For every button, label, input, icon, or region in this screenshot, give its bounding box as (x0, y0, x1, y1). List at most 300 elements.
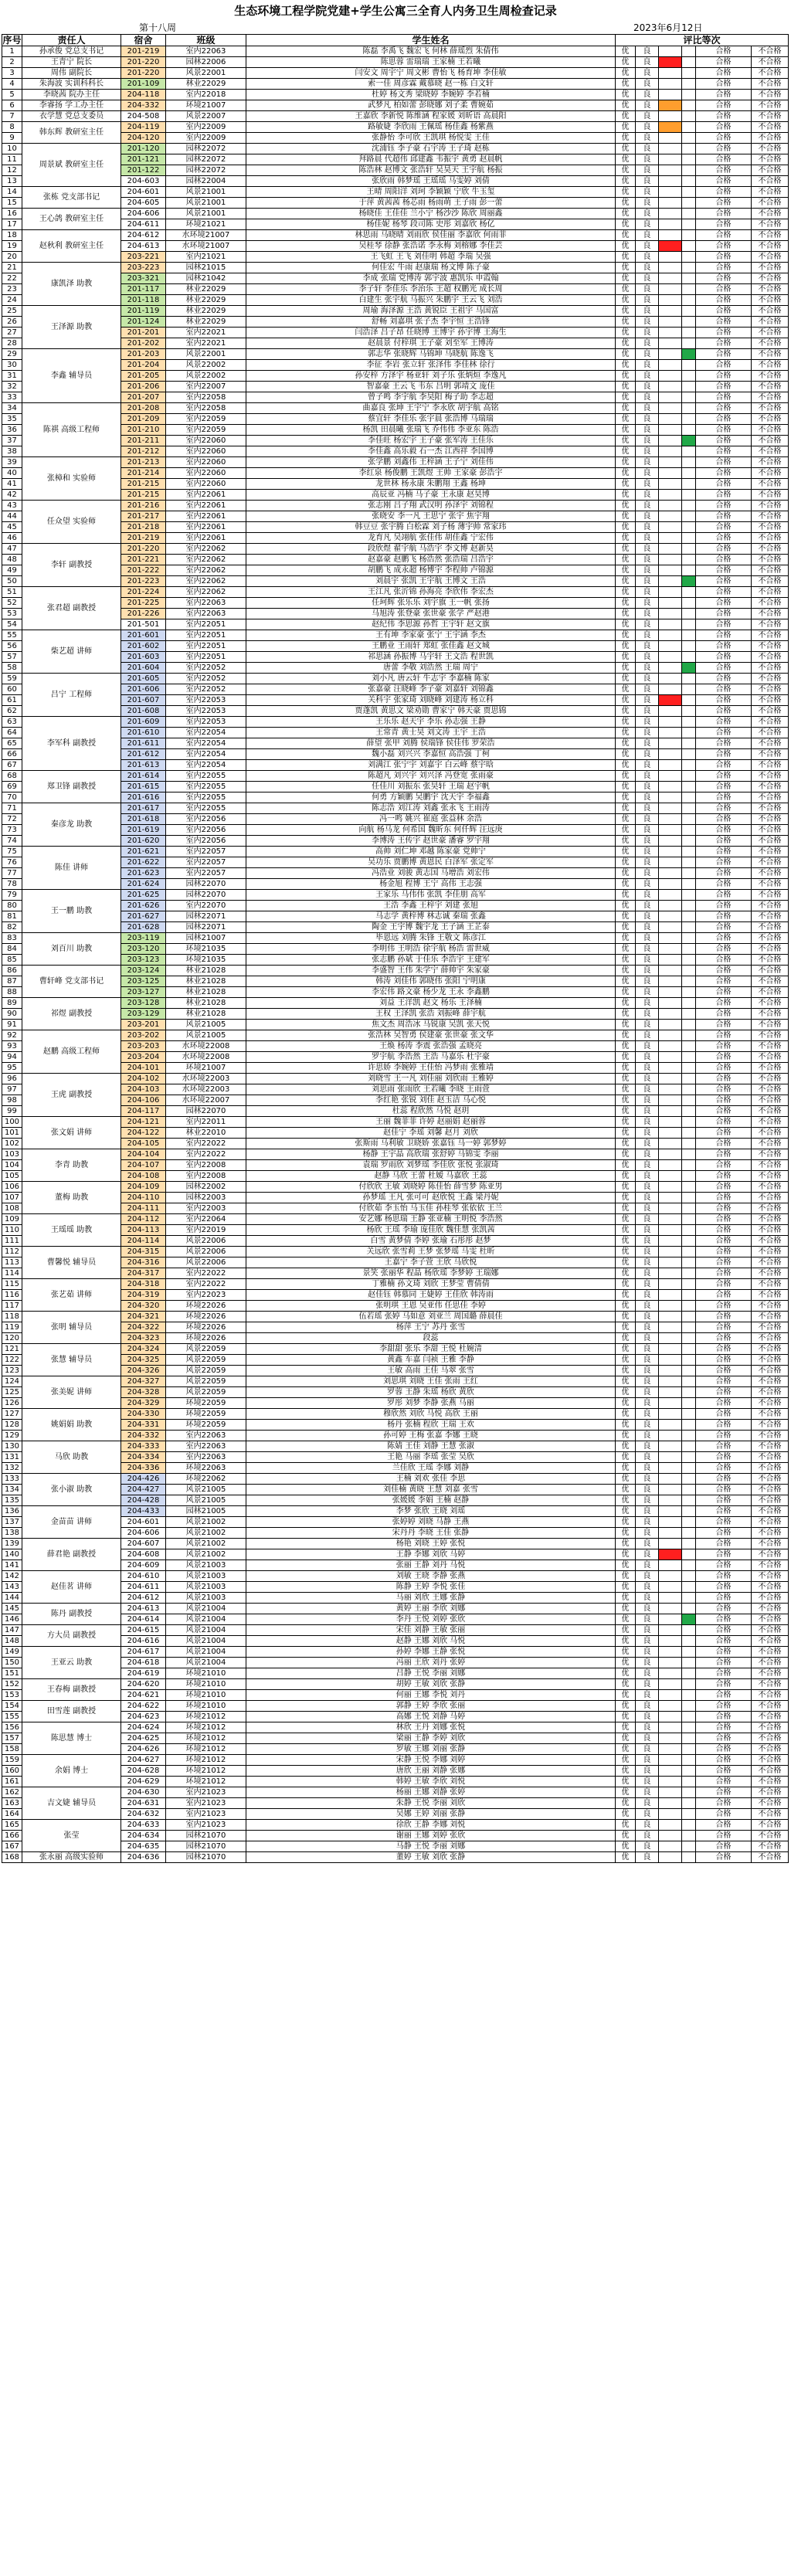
rating-flag-2 (682, 641, 696, 652)
row-number: 134 (2, 1485, 22, 1495)
table-row (2, 100, 789, 111)
grade-pass: 合格 (696, 1495, 752, 1506)
class-cell: 林业21028 (166, 987, 246, 998)
dorm-cell: 204-321 (121, 1312, 166, 1322)
class-cell: 风景21005 (166, 1485, 246, 1495)
grade-good: 良 (636, 728, 659, 738)
rating-flag-2 (682, 1376, 696, 1387)
rating-flag-2 (682, 976, 696, 987)
dorm-cell: 204-607 (121, 1539, 166, 1549)
students-cell: 杨静 王宇晶 高欣瑞 张舒婷 马锦雯 李丽 (246, 1149, 616, 1160)
rating-flag-2 (682, 890, 696, 901)
row-number: 63 (2, 717, 22, 728)
grade-excellent: 优 (616, 1636, 636, 1647)
rating-flag (659, 371, 682, 382)
class-cell: 环境21010 (166, 1690, 246, 1701)
grade-pass: 合格 (696, 1279, 752, 1290)
grade-fail: 不合格 (752, 1128, 789, 1139)
class-cell: 园林21070 (166, 1831, 246, 1841)
rating-flag-2 (682, 728, 696, 738)
grade-excellent: 优 (616, 814, 636, 825)
row-number: 125 (2, 1387, 22, 1398)
leader-cell: 周景斌 教研室主任 (22, 144, 121, 187)
row-number: 8 (2, 122, 22, 133)
dorm-cell: 203-204 (121, 1052, 166, 1063)
grade-good: 良 (636, 576, 659, 587)
row-number: 116 (2, 1290, 22, 1301)
row-number: 86 (2, 966, 22, 976)
rating-flag-2 (682, 1712, 696, 1722)
class-cell: 室内22062 (166, 576, 246, 587)
row-number: 97 (2, 1084, 22, 1095)
grade-excellent: 优 (616, 1290, 636, 1301)
rating-flag (659, 1593, 682, 1604)
rating-flag-2 (682, 1841, 696, 1852)
leader-cell: 吉文婕 辅导员 (22, 1787, 121, 1820)
grade-pass: 合格 (696, 1777, 752, 1787)
dorm-cell: 204-603 (121, 176, 166, 187)
grade-fail: 不合格 (752, 187, 789, 198)
grade-excellent: 优 (616, 674, 636, 684)
rating-flag-2 (682, 1009, 696, 1020)
grade-fail: 不合格 (752, 544, 789, 555)
rating-flag-2 (682, 1366, 696, 1376)
leader-cell: 王一鹏 助教 (22, 890, 121, 933)
dorm-cell: 204-336 (121, 1463, 166, 1474)
grade-excellent: 优 (616, 1344, 636, 1355)
students-cell: 王静 李娜 刘欣 马婷 (246, 1549, 616, 1560)
rating-flag-2 (682, 1690, 696, 1701)
row-number: 133 (2, 1474, 22, 1485)
rating-flag-2 (682, 198, 696, 209)
grade-pass: 合格 (696, 1376, 752, 1387)
rating-flag (659, 1647, 682, 1658)
grade-fail: 不合格 (752, 1722, 789, 1733)
class-cell: 室内22055 (166, 792, 246, 803)
rating-flag (659, 1063, 682, 1074)
leader-cell: 张栋 党支部书记 (22, 187, 121, 209)
students-cell: 武梦凡 柏如蕾 彭晓娜 刘子柔 曹婉茹 (246, 100, 616, 111)
rating-flag (659, 1052, 682, 1063)
grade-fail: 不合格 (752, 284, 789, 295)
grade-pass: 合格 (696, 425, 752, 436)
grade-pass: 合格 (696, 587, 752, 598)
grade-good: 良 (636, 198, 659, 209)
grade-fail: 不合格 (752, 1376, 789, 1387)
rating-flag (659, 1528, 682, 1539)
dorm-cell: 201-607 (121, 695, 166, 706)
rating-flag-2 (682, 252, 696, 263)
dorm-cell: 201-215 (121, 479, 166, 490)
grade-fail: 不合格 (752, 771, 789, 782)
dorm-cell: 201-615 (121, 782, 166, 792)
rating-flag (659, 1733, 682, 1744)
row-number: 66 (2, 749, 22, 760)
row-number: 73 (2, 825, 22, 836)
rating-flag (659, 1722, 682, 1733)
rating-flag (659, 468, 682, 479)
rating-flag (659, 1506, 682, 1517)
class-cell: 室内22051 (166, 630, 246, 641)
grade-excellent: 优 (616, 1744, 636, 1755)
dorm-cell: 201-609 (121, 717, 166, 728)
students-cell: 舒畅 刘嘉琪 张子杰 李宇恒 王浩锋 (246, 317, 616, 328)
grade-pass: 合格 (696, 555, 752, 565)
class-cell: 园林22072 (166, 165, 246, 176)
grade-excellent: 优 (616, 555, 636, 565)
grade-fail: 不合格 (752, 1766, 789, 1777)
rating-flag (659, 1474, 682, 1485)
grade-fail: 不合格 (752, 1560, 789, 1571)
class-cell: 室内22058 (166, 403, 246, 414)
rating-flag (659, 684, 682, 695)
grade-good: 良 (636, 1701, 659, 1712)
class-cell: 林业21028 (166, 998, 246, 1009)
grade-pass: 合格 (696, 1485, 752, 1495)
leader-cell: 王春梅 副教授 (22, 1679, 121, 1701)
row-number: 24 (2, 295, 22, 306)
class-cell: 室内22056 (166, 825, 246, 836)
grade-fail: 不合格 (752, 1236, 789, 1247)
table-row (2, 1787, 789, 1798)
grade-fail: 不合格 (752, 598, 789, 609)
col-class: 班级 (166, 35, 246, 46)
table-row (2, 263, 789, 273)
grade-pass: 合格 (696, 1225, 752, 1236)
students-cell: 穆欣然 刘欣 马悦 高欣 王丽 (246, 1409, 616, 1420)
leader-cell: 李鑫 辅导员 (22, 349, 121, 403)
grade-fail: 不合格 (752, 1420, 789, 1431)
rating-flag (659, 338, 682, 349)
dorm-cell: 204-633 (121, 1820, 166, 1831)
rating-flag (659, 695, 682, 706)
grade-pass: 合格 (696, 1658, 752, 1668)
grade-excellent: 优 (616, 1322, 636, 1333)
grade-pass: 合格 (696, 501, 752, 511)
grade-excellent: 优 (616, 165, 636, 176)
table-row (2, 1474, 789, 1485)
grade-good: 良 (636, 338, 659, 349)
row-number: 70 (2, 792, 22, 803)
dorm-cell: 204-628 (121, 1766, 166, 1777)
grade-excellent: 优 (616, 1041, 636, 1052)
grade-fail: 不合格 (752, 1333, 789, 1344)
class-cell: 室内22054 (166, 738, 246, 749)
leader-cell: 王亚云 助教 (22, 1647, 121, 1679)
students-cell: 任佳川 刘振东 张昊轩 王瑞 赵宇帆 (246, 782, 616, 792)
grade-fail: 不合格 (752, 1625, 789, 1636)
class-cell: 环境22026 (166, 1322, 246, 1333)
class-cell: 风景22002 (166, 360, 246, 371)
row-number: 30 (2, 360, 22, 371)
grade-pass: 合格 (696, 771, 752, 782)
grade-good: 良 (636, 328, 659, 338)
rating-flag-2 (682, 414, 696, 425)
row-number: 2 (2, 57, 22, 68)
rating-flag-2 (682, 501, 696, 511)
students-cell: 杨晓佳 王佳佳 兰小宁 杨沙沙 陈欣 周丽鑫 (246, 209, 616, 219)
row-number: 167 (2, 1841, 22, 1852)
rating-flag-2 (682, 1095, 696, 1106)
row-number: 60 (2, 684, 22, 695)
rating-flag-2 (682, 933, 696, 944)
leader-cell: 张慧 辅导员 (22, 1344, 121, 1376)
grade-fail: 不合格 (752, 792, 789, 803)
grade-good: 良 (636, 598, 659, 609)
row-number: 114 (2, 1268, 22, 1279)
grade-pass: 合格 (696, 1020, 752, 1030)
rating-flag-2 (682, 1755, 696, 1766)
grade-fail: 不合格 (752, 1171, 789, 1182)
grade-pass: 合格 (696, 1268, 752, 1279)
students-cell: 刘益 王洋凯 赵文 杨乐 王泽楠 (246, 998, 616, 1009)
students-cell: 郭志华 张晓辉 马锦坤 马晓航 陈逸飞 (246, 349, 616, 360)
rating-flag-2 (682, 1452, 696, 1463)
rating-flag (659, 1193, 682, 1203)
rating-flag (659, 122, 682, 133)
grade-fail: 不合格 (752, 1668, 789, 1679)
grade-good: 良 (636, 619, 659, 630)
students-cell: 赵晨景 付梓琪 王子豪 刘至军 王博涛 (246, 338, 616, 349)
grade-good: 良 (636, 1182, 659, 1193)
row-number: 46 (2, 533, 22, 544)
grade-pass: 合格 (696, 684, 752, 695)
rating-flag-2 (682, 1117, 696, 1128)
dorm-cell: 204-433 (121, 1506, 166, 1517)
grade-good: 良 (636, 306, 659, 317)
row-number: 137 (2, 1517, 22, 1528)
rating-flag (659, 1560, 682, 1571)
rating-flag-2 (682, 555, 696, 565)
grade-excellent: 优 (616, 1820, 636, 1831)
grade-good: 良 (636, 565, 659, 576)
rating-flag-2 (682, 1485, 696, 1495)
rating-flag (659, 1160, 682, 1171)
row-number: 124 (2, 1376, 22, 1387)
grade-excellent: 优 (616, 1106, 636, 1117)
grade-good: 良 (636, 630, 659, 641)
row-number: 67 (2, 760, 22, 771)
students-cell: 梁丽 王静 李婷 刘欣 (246, 1733, 616, 1744)
row-number: 146 (2, 1614, 22, 1625)
students-cell: 罗敏 王娜 刘丽 张静 (246, 1744, 616, 1755)
row-number: 153 (2, 1690, 22, 1701)
rating-flag (659, 1809, 682, 1820)
grade-fail: 不合格 (752, 641, 789, 652)
row-number: 107 (2, 1193, 22, 1203)
class-cell: 室内21023 (166, 1787, 246, 1798)
class-cell: 环境21035 (166, 955, 246, 966)
grade-good: 良 (636, 230, 659, 241)
row-number: 88 (2, 987, 22, 998)
grade-fail: 不合格 (752, 728, 789, 738)
rating-flag-2 (682, 1668, 696, 1679)
rating-flag (659, 674, 682, 684)
class-cell: 室内22007 (166, 382, 246, 392)
grade-pass: 合格 (696, 133, 752, 144)
dorm-cell: 204-117 (121, 1106, 166, 1117)
grade-pass: 合格 (696, 976, 752, 987)
grade-excellent: 优 (616, 144, 636, 154)
dorm-cell: 204-634 (121, 1831, 166, 1841)
rating-flag-2 (682, 1203, 696, 1214)
grade-pass: 合格 (696, 1139, 752, 1149)
students-cell: 孙梦瑶 王凡 张可可 赵欣悦 王鑫 梁丹妮 (246, 1193, 616, 1203)
dorm-cell: 204-101 (121, 1063, 166, 1074)
table-row (2, 57, 789, 68)
class-cell: 室内22059 (166, 414, 246, 425)
grade-pass: 合格 (696, 749, 752, 760)
grade-excellent: 优 (616, 1701, 636, 1712)
dorm-cell: 203-203 (121, 1041, 166, 1052)
students-cell: 祁思涵 孙振博 马宇轩 王文浩 程世凯 (246, 652, 616, 663)
students-cell: 蔡宜轩 李佳乐 张宇晨 张浩博 马瑞瑞 (246, 414, 616, 425)
class-cell: 室内22061 (166, 501, 246, 511)
students-cell: 高辰亚 冯楠 马子豪 王永康 赵昊博 (246, 490, 616, 501)
rating-flag-2 (682, 273, 696, 284)
row-number: 123 (2, 1366, 22, 1376)
rating-flag-2 (682, 457, 696, 468)
grade-pass: 合格 (696, 1722, 752, 1733)
table-row (2, 1182, 789, 1193)
col-rating: 评比等次 (616, 35, 789, 46)
dorm-cell: 204-616 (121, 1636, 166, 1647)
rating-flag (659, 1636, 682, 1647)
grade-excellent: 优 (616, 1193, 636, 1203)
grade-excellent: 优 (616, 1257, 636, 1268)
grade-excellent: 优 (616, 598, 636, 609)
class-cell: 环境21010 (166, 1679, 246, 1690)
table-row (2, 1647, 789, 1658)
rating-flag (659, 857, 682, 868)
students-cell: 曾子鸣 李宇航 李昊阳 梅子助 李志超 (246, 392, 616, 403)
grade-excellent: 优 (616, 306, 636, 317)
rating-flag (659, 760, 682, 771)
table-row (2, 771, 789, 782)
rating-flag (659, 1376, 682, 1387)
class-cell: 室内22060 (166, 457, 246, 468)
rating-flag (659, 1452, 682, 1463)
grade-excellent: 优 (616, 609, 636, 619)
row-number: 20 (2, 252, 22, 263)
table-row (2, 79, 789, 90)
students-cell: 赵佳宁 李瑶 刘馨 赵月 刘欣 (246, 1128, 616, 1139)
grade-excellent: 优 (616, 111, 636, 122)
grade-pass: 合格 (696, 652, 752, 663)
grade-good: 良 (636, 836, 659, 847)
row-number: 54 (2, 619, 22, 630)
grade-excellent: 优 (616, 1420, 636, 1431)
grade-fail: 不合格 (752, 457, 789, 468)
grade-excellent: 优 (616, 1355, 636, 1366)
dorm-cell: 204-325 (121, 1355, 166, 1366)
class-cell: 室内22062 (166, 587, 246, 598)
grade-good: 良 (636, 1301, 659, 1312)
row-number: 159 (2, 1755, 22, 1766)
row-number: 102 (2, 1139, 22, 1149)
grade-fail: 不合格 (752, 349, 789, 360)
students-cell: 杨金旭 程博 王宁 高伟 王志强 (246, 879, 616, 890)
grade-excellent: 优 (616, 1074, 636, 1084)
grade-excellent: 优 (616, 803, 636, 814)
students-cell: 李成 张瑞 党博涛 郭宇波 惠凯乐 申霞翰 (246, 273, 616, 284)
table-row (2, 230, 789, 241)
rating-flag (659, 933, 682, 944)
row-number: 101 (2, 1128, 22, 1139)
rating-flag-2 (682, 1852, 696, 1863)
students-cell: 段蕊 (246, 1333, 616, 1344)
table-row (2, 1571, 789, 1582)
rating-flag-2 (682, 674, 696, 684)
rating-flag (659, 619, 682, 630)
dorm-cell: 204-614 (121, 1614, 166, 1625)
rating-flag-2 (682, 706, 696, 717)
rating-flag-2 (682, 1257, 696, 1268)
grade-good: 良 (636, 987, 659, 998)
grade-excellent: 优 (616, 154, 636, 165)
class-cell: 室内22018 (166, 90, 246, 100)
grade-good: 良 (636, 1787, 659, 1798)
row-number: 121 (2, 1344, 22, 1355)
grade-excellent: 优 (616, 338, 636, 349)
grade-fail: 不合格 (752, 1604, 789, 1614)
rating-flag-2 (682, 100, 696, 111)
class-cell: 风景21005 (166, 1030, 246, 1041)
students-cell: 王嘉欣 李新悦 陈维涵 程家媛 刘昕语 高晨阳 (246, 111, 616, 122)
dorm-cell: 204-108 (121, 1171, 166, 1182)
grade-pass: 合格 (696, 414, 752, 425)
grade-good: 良 (636, 241, 659, 252)
class-cell: 林业22010 (166, 1128, 246, 1139)
rating-flag-2 (682, 1084, 696, 1095)
grade-good: 良 (636, 933, 659, 944)
grade-fail: 不合格 (752, 1063, 789, 1074)
grade-good: 良 (636, 1582, 659, 1593)
rating-flag-2 (682, 576, 696, 587)
row-number: 3 (2, 68, 22, 79)
dorm-cell: 201-218 (121, 522, 166, 533)
class-cell: 风景21003 (166, 1582, 246, 1593)
rating-flag (659, 630, 682, 641)
class-cell: 风景21003 (166, 1571, 246, 1582)
row-number: 15 (2, 198, 22, 209)
grade-excellent: 优 (616, 630, 636, 641)
students-cell: 赵静 马欣 王蕾 杜嫒 马嘉欣 王蕊 (246, 1171, 616, 1182)
table-row (2, 1376, 789, 1387)
row-number: 52 (2, 598, 22, 609)
grade-pass: 合格 (696, 144, 752, 154)
grade-excellent: 优 (616, 1766, 636, 1777)
grade-good: 良 (636, 792, 659, 803)
class-cell: 室内22053 (166, 695, 246, 706)
dorm-cell: 204-327 (121, 1376, 166, 1387)
students-cell: 闫浩泽 吕子昂 任晓博 王博宇 孙宇博 王海生 (246, 328, 616, 338)
grade-excellent: 优 (616, 1452, 636, 1463)
dorm-cell: 201-620 (121, 836, 166, 847)
grade-excellent: 优 (616, 1777, 636, 1787)
dorm-cell: 201-208 (121, 403, 166, 414)
dorm-cell: 201-617 (121, 803, 166, 814)
rating-flag-2 (682, 79, 696, 90)
leader-cell: 朱海波 实训科科长 (22, 79, 121, 90)
rating-flag-2 (682, 619, 696, 630)
students-cell: 冯浩业 刘骏 黄志国 马增浩 刘宏伟 (246, 868, 616, 879)
row-number: 59 (2, 674, 22, 684)
leader-cell: 孙承俊 党总支书记 (22, 46, 121, 57)
rating-flag (659, 922, 682, 933)
rating-flag (659, 717, 682, 728)
grade-fail: 不合格 (752, 1733, 789, 1744)
